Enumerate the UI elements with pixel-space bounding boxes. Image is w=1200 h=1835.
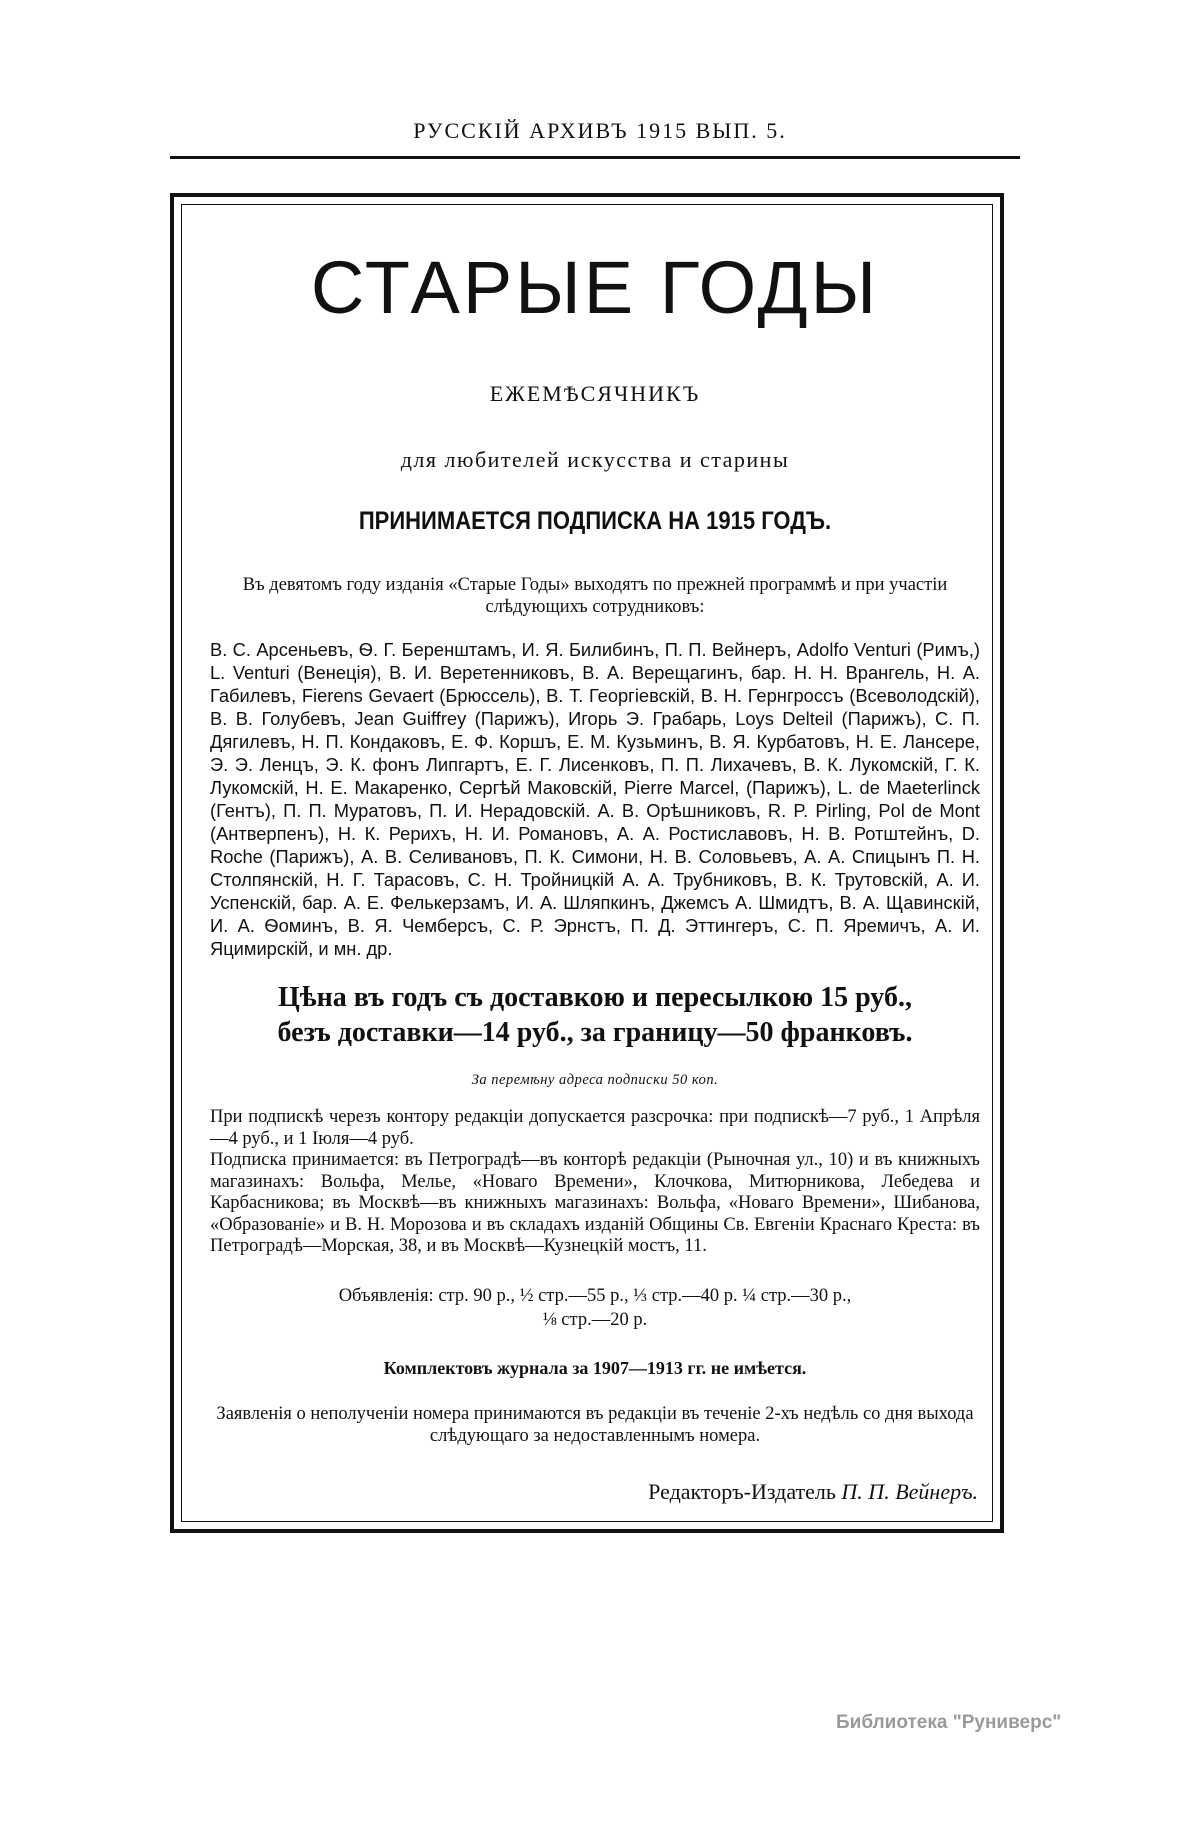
price-line: Цѣна въ годъ съ доставкою и пересылкою 15 руб., [278, 982, 912, 1013]
intro-paragraph: Въ девятомъ году изданія «Старые Годы» выходятъ по прежней программѣ и при участіи слѣдующихъ сотрудниковъ: [242, 575, 948, 617]
magazine-subtitle: ЕЖЕМѢСЯЧНИКЪ [489, 381, 701, 406]
subscription-heading: ПРИНИМАЕТСЯ ПОДПИСКА НА 1915 ГОДЪ. [358, 507, 832, 535]
advertisement [210, 215, 980, 1505]
contributors-list: В. С. Арсеньевъ, Ѳ. Г. Беренштамъ, И. Я. Билибинъ, П. П. Вейнеръ, Adolfo Venturi (Римъ,) L. Venturi (Венеція), В. И. Веретенниковъ, В. А. Верещагинъ, бар. Н. Н. Врангель, Н. А. Габилевъ, Fierens Gevaert (Брюссель), В. Т. Георгіевскій, В. Н. Гернгроссъ (Всеволодскій), В. В. Голубевъ, Jean Guiffrey (Парижъ), Игорь Э. Грабарь, Loys Delteil (Парижъ), С. П. Дягилевъ, Н. П. Кондаковъ, Е. Ф. Коршъ, Е. М. Кузьминъ, В. Я. Курбатовъ, Н. Е. Лансере, Э. Э. Ленцъ, Э. К. фонъ Липгартъ, Е. Г. Лисенковъ, П. П. Лихачевъ, В. К. Лукомскій, Г. К. Лукомскій, Н. Е. Макаренко, Сергѣй Маковскій, Pierre Marcel, (Парижъ), L. de Maeterlinck (Гентъ), П. П. Муратовъ, П. И. Нерадовскій. А. В. Орѣшниковъ, R. P. Pirling, Pol de Mont (Антверпенъ), Н. К. Рерихъ, Н. И. Романовъ, А. А. Ростиславовъ, Н. В. Ротштейнъ, D. Roche (Парижъ), А. В. Селивановъ, П. К. Симони, Н. В. Соловьевъ, А. А. Спицынъ П. Н. Столпянскій, Н. Г. Тарасовъ, С. Н. Тройницкій А. А. Трубниковъ, В. К. Трутовскій, А. И. Успенскій, бар. А. Е. Фелькерзамъ, И. А. Шляпкинъ, Джемсъ А. Шмидтъ, В. А. Щавинскій, И. А. Ѳоминъ, В. Я. Чемберсъ, С. Р. Эрнстъ, П. Д. Эттингеръ, С. П. Яремичъ, А. И. Яцимирскій, и мн. др. [210, 639, 980, 959]
magazine-title: СТАРЫЕ ГОДЫ [310, 246, 880, 329]
editor-signature [210, 1479, 980, 1505]
library-watermark: Библиотека "Руниверс" [836, 1712, 1062, 1733]
price-line: безъ доставки—14 руб., за границу—50 франковъ. [277, 1017, 913, 1048]
subscription-locations-paragraph: Подписка принимается: въ Петроградѣ—въ конторѣ редакціи (Рыночная ул., 10) и въ книжныхъ магазинахъ: Вольфа, Мелье, «Новаго Времени», Клочкова, Митюрникова, Лебедева и Карбасникова; въ Москвѣ—въ книжныхъ магазинахъ: Вольфа, «Новаго Времени», Шибанова, «Образованіе» и В. Н. Морозова и въ складахъ изданій Общины Св. Евгеніи Краснаго Креста: въ Петроградѣ—Морская, 38, и въ Москвѣ—Кузнецкій мостъ, 11. [210, 1150, 980, 1256]
advertising-rates [210, 1284, 980, 1332]
ads-line: Объявленія: стр. 90 р., ½ стр.—55 р., ⅓ стр.—40 р. ¼ стр.—30 р., [338, 1285, 852, 1306]
editor-label: Редакторъ-Издатель [648, 1478, 836, 1504]
editor-name: П. П. Вейнеръ. [841, 1478, 978, 1504]
header-rule [170, 156, 1020, 159]
price-block [210, 980, 980, 1050]
complaints-note: Заявленія о неполученіи номера принимаются въ редакціи въ теченіе 2-хъ недѣль со дня выхода слѣдующаго за недоставленнымъ номера. [216, 1403, 974, 1446]
ads-line: ⅛ стр.—20 р. [542, 1309, 648, 1330]
address-change-note: За перемѣну адреса подписки 50 коп. [471, 1072, 719, 1088]
magazine-tagline: для любителей искусства и старины [400, 447, 790, 472]
installments-paragraph: При подпискѣ черезъ контору редакціи допускается разсрочка: при подпискѣ—7 руб., 1 Апрѣля—4 руб., и 1 Іюля—4 руб. [210, 1107, 980, 1149]
no-back-sets-note: Комплектовъ журнала за 1907—1913 гг. не имѣется. [383, 1357, 807, 1378]
running-head: РУССКІЙ АРХИВЪ 1915 ВЫП. 5. [413, 118, 787, 143]
subscription-terms [210, 1107, 980, 1258]
